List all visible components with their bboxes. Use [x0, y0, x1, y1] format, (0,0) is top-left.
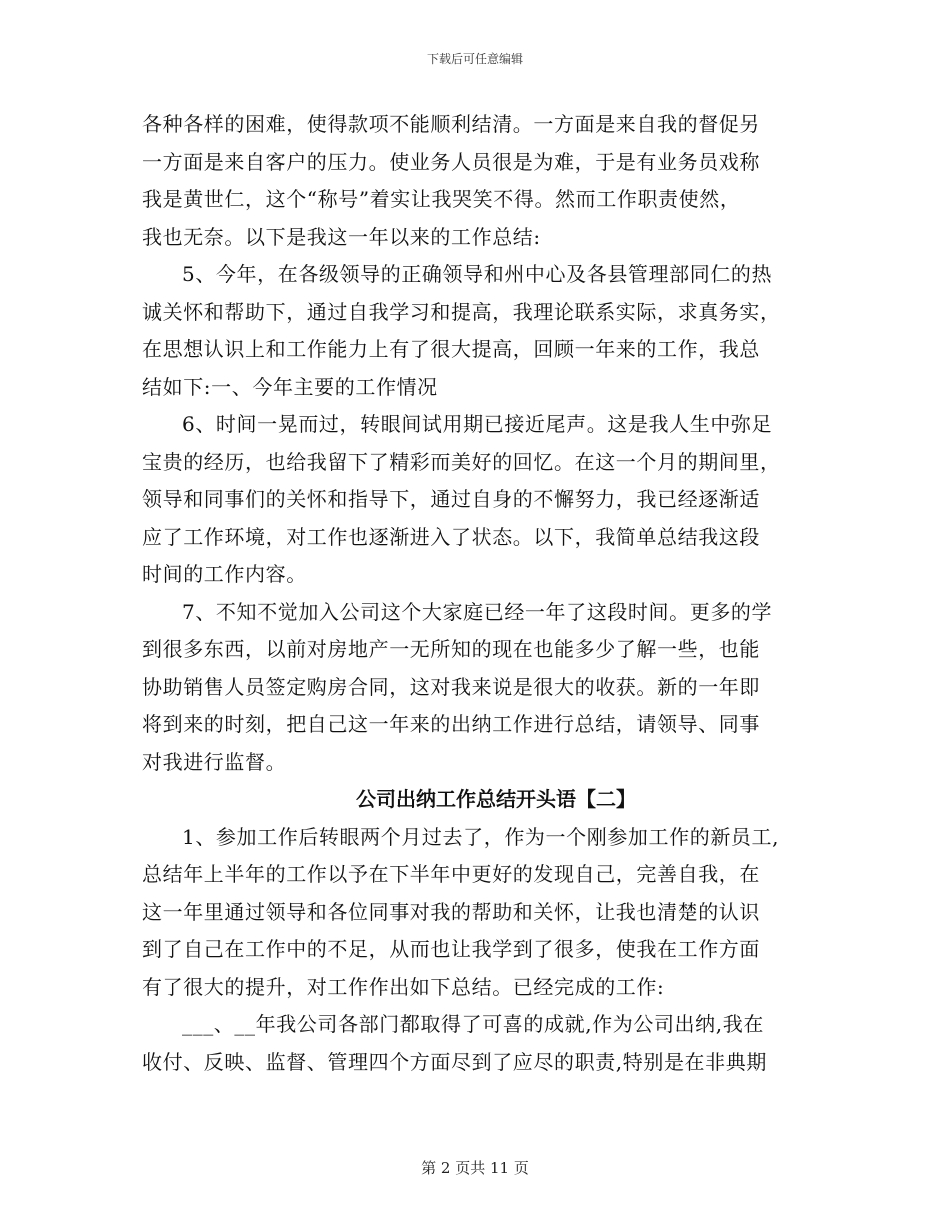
text-line: 我也无奈。以下是我这一年以来的工作总结:	[142, 224, 541, 249]
text-line: 协助销售人员签定购房合同，这对我来说是很大的收获。新的一年即	[142, 674, 760, 699]
text-line: 7、不知不觉加入公司这个大家庭已经一年了这段时间。更多的学	[182, 599, 773, 624]
paragraph	[142, 819, 822, 1007]
text-line: 5、今年，在各级领导的正确领导和州中心及各县管理部同仁的热	[182, 262, 773, 286]
text-line: 到很多东西，以前对房地产一无所知的现在也能多少了解一些，也能	[142, 637, 760, 661]
text-line: 将到来的时刻，把自己这一年来的出纳工作进行总结，请领导、同事	[142, 712, 760, 736]
text-line: 收付、反映、监督、管理四个方面尽到了应尽的职责,特别是在非典期	[142, 1049, 767, 1074]
text-line: 一方面是来自客户的压力。使业务人员很是为难，于是有业务员戏称	[142, 149, 760, 174]
text-line: ___、__年我公司各部门都取得了可喜的成就,作为公司出纳,我在	[182, 1012, 764, 1036]
paragraph	[142, 1006, 822, 1081]
text-line: 应了工作环境，对工作也逐渐进入了状态。以下，我简单总结我这段	[142, 524, 760, 549]
paragraph	[142, 406, 822, 594]
text-line: 总结年上半年的工作以予在下半年中更好的发现自己，完善自我，在	[142, 862, 760, 886]
text-line: 宝贵的经历，也给我留下了精彩而美好的回忆。在这一个月的期间里，	[142, 449, 781, 474]
paragraph	[142, 106, 822, 256]
text-line: 在思想认识上和工作能力上有了很大提高，回顾一年来的工作，我总	[142, 337, 760, 361]
text-line: 结如下:一、今年主要的工作情况	[142, 374, 438, 399]
page-number: 第 2 页共 11 页	[421, 1159, 529, 1177]
document-body	[142, 106, 822, 1081]
paragraph	[142, 594, 822, 782]
text-line: 领导和同事们的关怀和指导下，通过自身的不懈努力，我已经逐渐适	[142, 487, 760, 511]
text-line: 我是黄世仁，这个“称号”着实让我哭笑不得。然而工作职责使然，	[142, 187, 741, 211]
text-line: 6、时间一晃而过，转眼间试用期已接近尾声。这是我人生中弥足	[182, 412, 773, 436]
text-line: 对我进行监督。	[142, 749, 287, 774]
text-line: 这一年里通过领导和各位同事对我的帮助和关怀，让我也清楚的认识	[142, 899, 760, 924]
page-header: 下载后可任意编辑	[426, 52, 523, 66]
text-line: 各种各样的困难，使得款项不能顺利结清。一方面是来自我的督促另	[142, 112, 760, 136]
section-heading: 公司出纳工作总结开头语【二】	[356, 787, 636, 811]
text-line: 到了自己在工作中的不足，从而也让我学到了很多，使我在工作方面	[142, 937, 760, 961]
text-line: 诚关怀和帮助下，通过自我学习和提高，我理论联系实际，求真务实，	[142, 299, 781, 324]
paragraph	[142, 256, 822, 406]
text-line: 有了很大的提升，对工作作出如下总结。已经完成的工作:	[142, 974, 665, 999]
text-line: 1、参加工作后转眼两个月过去了，作为一个刚参加工作的新员工,	[182, 824, 780, 849]
text-line: 时间的工作内容。	[142, 562, 307, 586]
